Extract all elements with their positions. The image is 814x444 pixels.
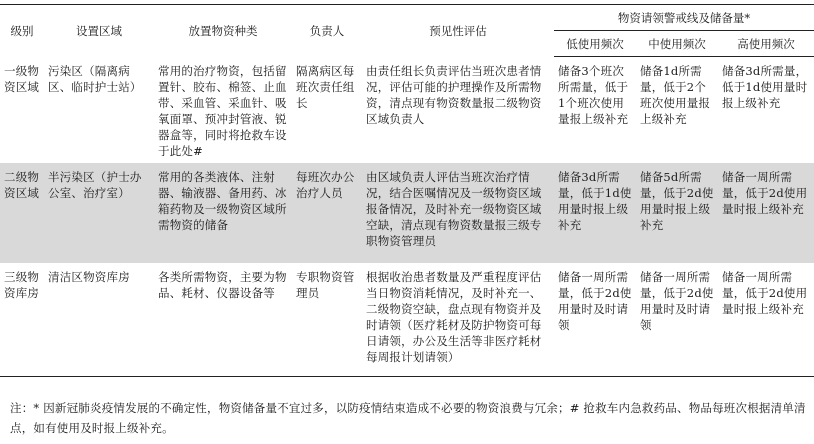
cell-supplies: 常用的各类液体、注射器、输液器、备用药、冰箱药物及一级物资区域所需物资的储备 xyxy=(154,163,292,263)
cell-mid: 储备5d所需量，低于2d使用量时报上级补充 xyxy=(636,163,718,263)
cell-mid: 储备1d所需量，低于2个班次使用量报上级补充 xyxy=(640,64,711,126)
cell-mid: 储备一周所需量，低于2d使用量时及时请领 xyxy=(636,263,718,377)
cell-owner: 每班次办公治疗人员 xyxy=(292,163,362,263)
table-row xyxy=(0,263,814,377)
table-row xyxy=(0,57,814,163)
header-alert-group: 物资请领警戒线及储备量* xyxy=(554,5,814,31)
header-level: 级别 xyxy=(0,5,44,57)
supply-management-table xyxy=(0,4,814,377)
header-mid-frequency: 中使用频次 xyxy=(636,31,718,57)
header-owner: 负责人 xyxy=(292,5,362,57)
cell-owner: 专职物资管理员 xyxy=(292,263,362,377)
cell-assessment: 由区域负责人评估当班次治疗情况，结合医嘱情况及一级物资区域报备情况，及时补充一级物资区域空缺，清点现有物资数量报三级专职物资管理员 xyxy=(362,163,554,263)
cell-assessment: 由责任组长负责评估当班次患者情况，评估可能的护理操作及所需物资，清点现有物资数量报二级物资区域负责人 xyxy=(366,63,542,126)
header-assessment: 预见性评估 xyxy=(362,5,554,57)
cell-supplies: 各类所需物资，主要为物品、耗材、仪器设备等 xyxy=(154,263,292,377)
header-supplies: 放置物资种类 xyxy=(154,5,292,57)
cell-area: 清洁区物资库房 xyxy=(44,263,154,377)
cell-high: 储备一周所需量，低于2d使用量时报上级补充 xyxy=(718,163,814,263)
cell-supplies: 常用的治疗物资，包括留置针、胶布、棉签、止血带、采血管、采血针、吸氧面罩、预冲封管液、锐器盒等，同时将抢救车设于此处# xyxy=(158,63,287,158)
cell-low: 储备3d所需量，低于1d使用量时报上级补充 xyxy=(554,163,636,263)
cell-owner: 隔离病区每班次责任组长 xyxy=(296,63,355,110)
cell-low: 储备3个班次所需量，低于1个班次使用量报上级补充 xyxy=(558,64,629,126)
cell-high: 储备一周所需量，低于2d使用量时报上级补充 xyxy=(718,263,814,377)
cell-high: 储备3d所需量，低于1d使用量时报上级补充 xyxy=(722,64,808,110)
table-row xyxy=(0,163,814,263)
cell-level: 三级物资库房 xyxy=(0,263,44,377)
table-footnote: 注：* 因新冠肺炎疫情发展的不确定性，物资储备量不宜过多，以防疫情结束造成不必要的物资浪费与冗余；# 抢救车内急救药品、物品每班次根据清单清点，如有使用及时报上级补充。 xyxy=(10,401,806,435)
cell-area: 污染区（隔离病区、临时护士站） xyxy=(48,63,142,94)
header-row xyxy=(0,5,814,31)
cell-area: 半污染区（护士办公室、治疗室） xyxy=(44,163,154,263)
cell-assessment: 根据收治患者数量及严重程度评估当日物资消耗情况，及时补充一、二级物资空缺，盘点现有物资并及时请领（医疗耗材及防护物资可每日请领，办公及生活等非医疗耗材每周报计划请领） xyxy=(362,263,554,377)
cell-level: 二级物资区域 xyxy=(0,163,44,263)
header-area: 设置区域 xyxy=(44,5,154,57)
cell-level: 一级物资区域 xyxy=(4,63,40,94)
header-low-frequency: 低使用频次 xyxy=(554,31,636,57)
header-high-frequency: 高使用频次 xyxy=(718,31,814,57)
cell-low: 储备一周所需量，低于2d使用量时及时请领 xyxy=(554,263,636,377)
